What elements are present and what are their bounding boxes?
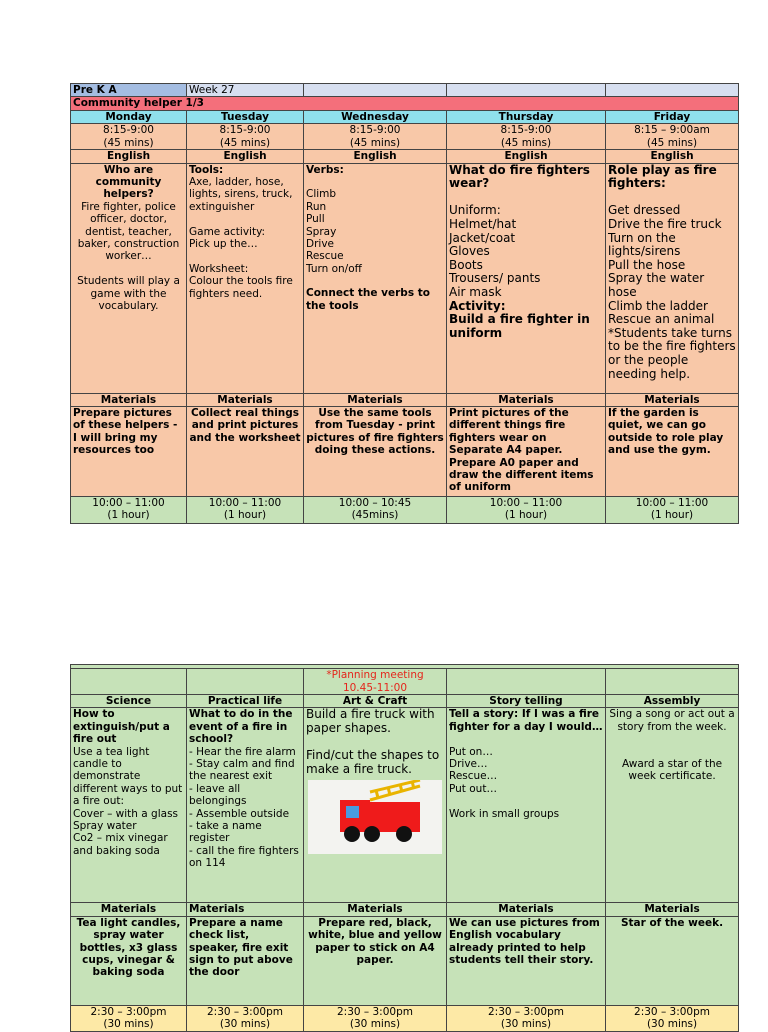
materials-label: Materials (187, 903, 304, 916)
activity-monday (71, 163, 187, 393)
time: 10:00 – 11:00 (208, 497, 282, 510)
activity-title: Tools: (189, 163, 224, 176)
activity-body: Put on… Drive… Rescue… Put out… Work in small groups (449, 745, 560, 820)
time-cell (71, 1005, 187, 1031)
activity-footer: Connect the verbs to the tools (306, 287, 430, 312)
time: 10:00 – 11:00 (635, 497, 709, 510)
activity-body: Axe, ladder, hose, lights, sirens, truck, extinguisher Game activity: Pick up the… Worksheet: Colour the tools fire fighters need. (189, 176, 293, 300)
subject-label: English (606, 150, 739, 163)
late-time-cell (304, 497, 447, 524)
duration: (30 mins) (646, 1018, 698, 1031)
activity-title: Verbs: (306, 163, 344, 176)
morning-time-cell (71, 124, 187, 150)
empty-cell (187, 669, 304, 695)
duration: (45 mins) (103, 136, 154, 149)
time: 10:00 – 11:00 (489, 497, 563, 510)
day-monday: Monday (71, 110, 187, 123)
week-label: Week 27 (187, 84, 304, 97)
materials-story-telling: We can use pictures from English vocabulary already printed to help students tell their story. (447, 916, 606, 1005)
subject-label: English (447, 150, 606, 163)
fire-truck-image (308, 780, 442, 854)
duration: (45 mins) (500, 136, 552, 149)
time-cell (606, 1005, 739, 1031)
subject-label: English (71, 150, 187, 163)
materials-label: Materials (606, 393, 739, 406)
activity-body: Climb Run Pull Spray Drive Rescue Turn on/off (306, 188, 362, 275)
materials-label: Materials (447, 393, 606, 406)
materials-assembly: Star of the week. (606, 916, 739, 1005)
day-friday: Friday (606, 110, 739, 123)
activity-title: Role play as fire fighters: (608, 163, 717, 191)
activity-title: Who are community helpers? (95, 163, 162, 201)
materials-friday: If the garden is quiet, we can go outside to role play and use the gym. (606, 407, 739, 497)
duration: (45 mins) (219, 136, 271, 149)
morning-time-cell (447, 124, 606, 150)
materials-wednesday: Use the same tools from Tuesday - print pictures of fire fighters doing these actions. (304, 407, 447, 497)
late-time-cell (187, 497, 304, 524)
activity-body: Uniform: Helmet/hat Jacket/coat Gloves Boots Trousers/ pants Air mask (449, 203, 541, 299)
materials-practical-life: Prepare a name check list, speaker, fire exit sign to put above the door (187, 916, 304, 1005)
materials-label: Materials (187, 393, 304, 406)
empty-cell (71, 669, 187, 695)
topic-title: Community helper 1/3 (71, 97, 739, 110)
subject-label: English (187, 150, 304, 163)
activity-friday (606, 163, 739, 393)
materials-tuesday: Collect real things and print pictures and the worksheet (187, 407, 304, 497)
activity-label: Activity: (449, 298, 506, 313)
materials-thursday: Print pictures of the different things fire fighters wear on Separate A4 paper. Prepare A0 paper and draw the different items of uniform (447, 407, 606, 497)
time: 2:30 – 3:00pm (207, 1005, 283, 1018)
empty-cell (447, 669, 606, 695)
empty-cell (447, 84, 606, 97)
subject-story-telling: Story telling (447, 695, 606, 708)
activity-art-craft (304, 708, 447, 903)
materials-label: Materials (447, 903, 606, 916)
time: 2:30 – 3:00pm (488, 1005, 564, 1018)
activity-title: What to do in the event of a fire in school? (189, 708, 293, 746)
afternoon-plan-table (70, 664, 739, 1032)
duration: (45mins) (351, 509, 399, 522)
duration: (1 hour) (223, 509, 267, 522)
late-time-cell (447, 497, 606, 524)
time: 8:15-9:00 (500, 124, 552, 137)
activity-body: Build a fire truck with paper shapes. Find/cut the shapes to make a fire truck. (306, 707, 440, 776)
subject-assembly: Assembly (606, 695, 739, 708)
late-time-cell (606, 497, 739, 524)
activity-detail: Build a fire fighter in uniform (449, 312, 590, 340)
duration: (30 mins) (103, 1018, 154, 1031)
duration: (30 mins) (349, 1018, 401, 1031)
time: 8:15 – 9:00am (634, 124, 710, 137)
materials-art-craft: Prepare red, black, white, blue and yellow paper to stick on A4 paper. (304, 916, 447, 1005)
time: 2:30 – 3:00pm (634, 1005, 711, 1018)
empty-cell (606, 84, 739, 97)
empty-cell (606, 669, 739, 695)
activity-body: - Hear the fire alarm - Stay calm and find the nearest exit - leave all belongings - Assemble outside - take a name register - call the fire fighters on 114 (189, 745, 299, 870)
time: 8:15-9:00 (349, 124, 401, 137)
activity-title: What do fire fighters wear? (449, 163, 590, 191)
activity-body: Get dressed Drive the fire truck Turn on the lights/sirens Pull the hose Spray the water hose Climb the ladder Rescue an animal *Students take turns to be the fire fighters or the people needing help. (608, 203, 736, 381)
time: 8:15-9:00 (219, 124, 271, 137)
activity-wednesday (304, 163, 447, 393)
materials-label: Materials (304, 393, 447, 406)
class-name: Pre K A (71, 84, 187, 97)
weekly-plan-table (70, 83, 739, 524)
duration: (30 mins) (219, 1018, 271, 1031)
late-time-cell (71, 497, 187, 524)
time-cell (187, 1005, 304, 1031)
materials-monday: Prepare pictures of these helpers - I will bring my resources too (71, 407, 187, 497)
morning-time-cell (187, 124, 304, 150)
activity-body: Use a tea light candle to demonstrate different ways to put a fire out: Cover – with a glass Spray water Co2 – mix vinegar and baking soda (73, 745, 183, 857)
subject-science: Science (71, 695, 187, 708)
activity-title: Tell a story: If I was a fire fighter for a day I would… (449, 708, 603, 733)
time: 10:00 – 11:00 (92, 497, 165, 510)
activity-practical-life (187, 708, 304, 903)
activity-tuesday (187, 163, 304, 393)
duration: (1 hour) (504, 509, 548, 522)
subject-label: English (304, 150, 447, 163)
time: 10:00 – 10:45 (338, 497, 412, 510)
day-tuesday: Tuesday (187, 110, 304, 123)
duration: (30 mins) (500, 1018, 552, 1031)
materials-label: Materials (71, 903, 187, 916)
materials-label: Materials (606, 903, 739, 916)
planning-meeting-note: *Planning meeting 10.45-11:00 (304, 669, 447, 695)
time: 2:30 – 3:00pm (90, 1005, 167, 1018)
time: 8:15-9:00 (103, 124, 154, 137)
activity-body: Fire fighter, police officer, doctor, dentist, teacher, baker, construction worker… Students will play a game with the vocabulary. (77, 200, 180, 313)
subject-art-craft: Art & Craft (304, 695, 447, 708)
activity-story-telling (447, 708, 606, 903)
morning-time-cell (606, 124, 739, 150)
empty-cell (304, 84, 447, 97)
duration: (45 mins) (646, 136, 698, 149)
materials-science: Tea light candles, spray water bottles, x3 glass cups, vinegar & baking soda (71, 916, 187, 1005)
activity-title: How to extinguish/put a fire out (73, 708, 170, 746)
time-cell (304, 1005, 447, 1031)
subject-practical-life: Practical life (187, 695, 304, 708)
time-cell (447, 1005, 606, 1031)
time: 2:30 – 3:00pm (337, 1005, 413, 1018)
morning-time-cell (304, 124, 447, 150)
duration: (1 hour) (107, 509, 150, 522)
day-thursday: Thursday (447, 110, 606, 123)
activity-thursday (447, 163, 606, 393)
materials-label: Materials (71, 393, 187, 406)
activity-assembly: Sing a song or act out a story from the week. Award a star of the week certificate. (606, 708, 739, 903)
day-wednesday: Wednesday (304, 110, 447, 123)
duration: (45 mins) (349, 136, 401, 149)
materials-label: Materials (304, 903, 447, 916)
duration: (1 hour) (650, 509, 694, 522)
activity-science (71, 708, 187, 903)
